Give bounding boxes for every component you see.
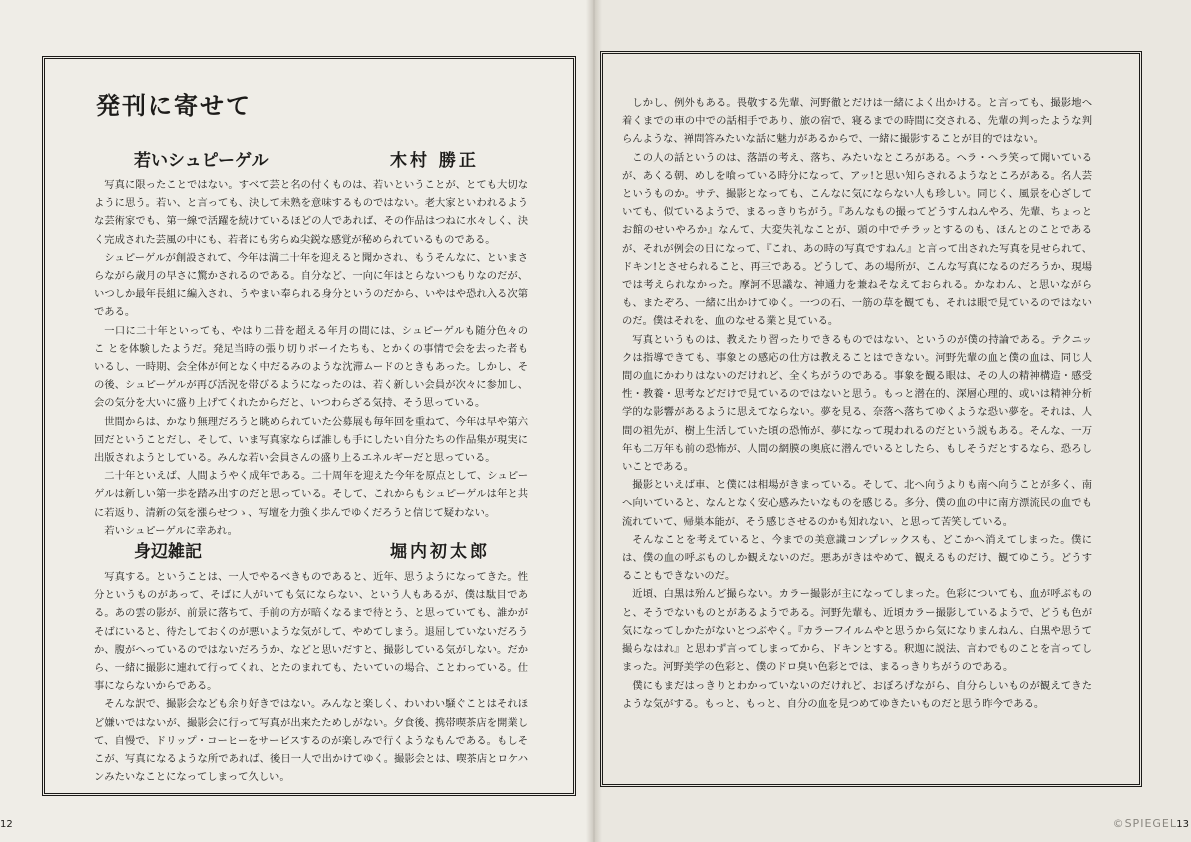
article-1-paragraph: シュピーゲルが創設されて、今年は満二十年を迎えると聞かされ、もうそんなに、といまさらながら歳月の早さに驚かされるのである。自分など、一向に年はとらないつもりなのだが、いつしか最年長組に編入され、うやまい奉られる身分というのだから、いやはや恐れ入る次第である。 <box>94 251 528 319</box>
article-2-paragraph: 写真というものは、教えたり習ったりできるものではない、というのが僕の持論である。テクニックは指導できても、事象との感応の仕方は教えることはできない。河野先輩の血と僕の血は、同じ人間の血にかわりはないのだけれど、全くちがうのである。事象を観る眼は、その人の精神構造・感受性・教養・思考などだけで見ているのではないと思う。もっと潜在的、深層心理的、或いは精神分析学的な影響があるように思えてならない。夢を見る、奈落へ落ちてゆくような恐い夢を。それは、人間の祖先が、樹上生活していた頃の恐怖が、夢になって現われるのだという説もある。そんな、一万年も二万年も前の恐怖が、人間の網膜の奥底に潜んでいるとしたら、もしそうだとするなら、恐ろしいことである。 <box>622 333 1092 474</box>
article-2-paragraph: この人の話というのは、落語の考え、落ち、みたいなところがある。ヘラ・ヘラ笑って聞いているが、あくる朝、めしを喰っている時分になって、アッ!と思い知らされるようなところがある。名人芸というものか。サテ、撮影となっても、こんなに気にならない人も珍しい。同じく、風景を心ざしていても、似ているようで、まるっきりちがう。『あんなもの撮ってどうすんねんやろ、先輩、ちょっとお館のせいやろか』なんて、大変失礼なことが、頭の中でチラッとするのも、ほんとのことであるが、それが例会の日になって、『これ、あの時の写真ですねん』と言って出された写真を見せられて、ドキン!とさせられること、再三である。どうして、あの場所が、こんな写真になるのだろうか、現場では考えられなかった。摩訶不思議な、神通力を兼ねそなえておられる。かなわん、と思いながらも、またぞろ、一緒に出かけてゆく。一つの石、一筋の草を観ても、それは眼で見ているのではないのだ。僕はそれを、血のなせる業と見ている。 <box>622 151 1092 328</box>
article-1-header <box>134 146 514 172</box>
article-1-paragraph: 若いシュピーゲルに幸あれ。 <box>104 524 238 537</box>
article-2-author: 堀内初太郎 <box>390 542 490 562</box>
article-1-paragraph: 写真に限ったことではない。すべて芸と名の付くものは、若いということが、とても大切なように思う。若い、と言っても、決して未熟を意味するものではない。老大家といわれるような芸術家でも、第一線で活躍を続けているほどの人であれば、その作品はつねに水々しく、決く完成された芸風の中にも、若者にも劣らぬ尖鋭な感覚が秘められているものである。 <box>94 179 528 246</box>
article-2-title: 身辺雑記 <box>134 542 202 562</box>
article-2-continued-body <box>622 94 1092 713</box>
article-1-body <box>94 176 528 540</box>
article-2-paragraph: 写真する。ということは、一人でやるべきものであると、近年、思うようになってきた。性分というものがあって、そばに人がいても気にならない、という人もあるが、僕は駄目である。あの雲の影が、前景に落ちて、手前の方が暗くなるまで待とう、と思っていても、誰かがそばにいると、待たしておくのが悪いような気がして、やめてしまう。退屈していないだろうか、腹がへっているのではないだろうか、などと思いだすと、撮影している気がしない。だから、一緒に撮影に連れて行ってくれ、とたのまれても、たいていの場合、ことわっている。仕事にならないからである。 <box>94 571 528 693</box>
article-1-paragraph: 一口に二十年といっても、やはり二昔を超える年月の間には、シュピーゲルも随分色々の こ とを体験したようだ。発足当時の張り切りボーイたちも、とかくの事情で会を去った者もいるし、一時期、会全体が何となく中だるみのような沈滞ムードのときもあった。しかし、その後、シュピーゲルが再び活況を帯びるようになったのは、若く新しい会員が次々に参加し、会の気分を大いに盛り上げてくれたからだと、いつわらざる気持、そう思っている。 <box>94 324 528 410</box>
article-2-paragraph: そんなことを考えていると、今までの美意識コンプレックスも、どこかへ消えてしまった。僕には、僕の血の呼ぶものしか観えないのだ。悪あがきはやめて、観えるものだけ、観てゆこう。どうすることもできないのだ。 <box>622 533 1092 583</box>
article-2-paragraph: そんな訳で、撮影会なども余り好きではない。みんなと楽しく、わいわい騒ぐことはそれほど嫌いではないが、撮影会に行って写真が出来たためしがない。夕食後、携帯喫茶店を開業して、自慢で、ドリップ・コーヒーをサービスするのが楽しみで行くようなもんである。もしそこが、写真になるような所であれば、後日一人で出かけてゆく。撮影会とは、喫茶店とロケハンみたいなことになってしまって久しい。 <box>94 698 528 784</box>
watermark: ©SPIEGEL <box>1112 817 1177 830</box>
article-2-paragraph: 近頃、白黒は殆んど撮らない。カラー撮影が主になってしまった。色彩についても、血が呼ぶものと、そうでないものとがあるようである。河野先輩も、近頃カラー撮影しているようで、どうも色が気になってしかたがないとつぶやく。『カラーフイルムやと思うから気になりまんねん、白黒や思うて撮らなはれ』と思わず言ってしまってから、ドキンとする。釈迦に説法、言わでものことを言ってしまった。河野美学の色彩と、僕のドロ臭い色彩とでは、まるっきりちがうのである。 <box>622 588 1092 674</box>
article-1-title: 若いシュピーゲル <box>134 151 269 171</box>
page-number-left: 12 <box>0 819 13 830</box>
article-1-paragraph: 世間からは、かなり無理だろうと眺められていた公募展も毎年回を重ねて、今年は早や第六回だということだし、そして、いま写真家ならば誰しも手にしたい自分たちの作品集が現実に出版されようとしている。みんな若い会員さんの盛り上るエネルギーだと思っている。 <box>94 415 528 465</box>
article-1-author: 木村 勝正 <box>390 151 479 171</box>
article-2-header <box>134 537 514 563</box>
page-title: 発刊に寄せて <box>96 92 252 120</box>
article-2-paragraph: 撮影といえば車、と僕には相場がきまっている。そして、北へ向うよりも南へ向うことが多く、南へ向いていると、なんとなく安心感みたいなものを感じる。多分、僕の血の中に南方漂流民の血でも流れていて、帰巣本能が、そう感じさせるのかも知れない、と思って苦笑している。 <box>622 479 1092 528</box>
article-2-paragraph: しかし、例外もある。畏敬する先輩、河野徹とだけは一緒によく出かける。と言っても、撮影地へ着くまでの車の中での話相手であり、旅の宿で、寝るまでの時間に交される、先輩の判ったような判らんような、禅問答みたいな話に魅力があるからで、一緒に撮影することが目的ではない。 <box>622 97 1092 146</box>
article-1-paragraph: 二十年といえば、人間ようやく成年である。二十周年を迎えた今年を原点として、シュピーゲルは新しい第一歩を踏み出すのだと思っている。そして、これからもシュピーゲルは年と共に若返り、清新の気を漲らせつゝ、写壇を力強く歩んでゆくだろうと信じて疑わない。 <box>94 470 528 519</box>
article-2-paragraph: 僕にもまだはっきりとわかっていないのだけれど、おぼろげながら、自分らしいものが観えてきたような気がする。もっと、もっと、自分の血を見つめてゆきたいものだと思う昨今である。 <box>622 679 1092 710</box>
article-2-body <box>94 568 528 786</box>
page-number-right: 13 <box>1176 819 1189 830</box>
